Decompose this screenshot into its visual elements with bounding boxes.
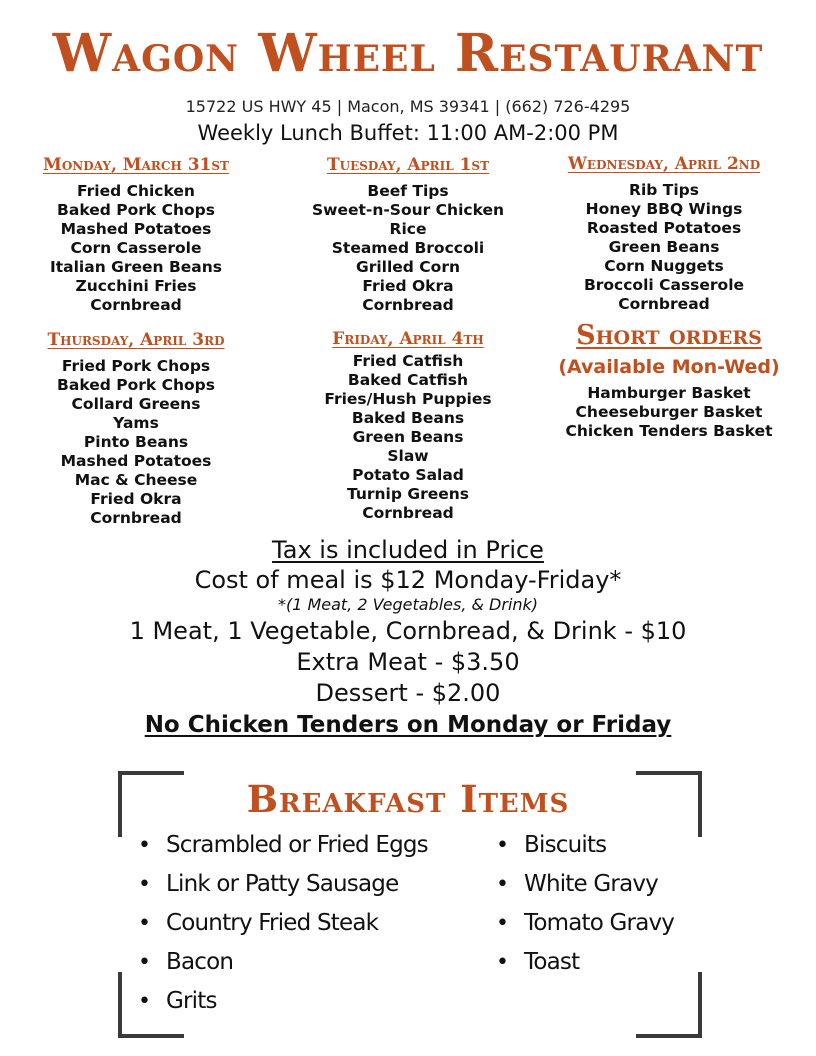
menu-item: Corn Nuggets <box>604 257 724 275</box>
menu-list <box>278 182 538 315</box>
buffet-hours: Weekly Lunch Buffet: 11:00 AM-2:00 PM <box>197 121 619 145</box>
menu-item: Cheeseburger Basket <box>575 403 763 421</box>
menu-item: Zucchini Fries <box>75 277 197 295</box>
day-heading: Wednesday, April 2nd <box>567 154 761 174</box>
breakfast-item-label: Scrambled or Fried Eggs <box>166 832 428 858</box>
menu-item: Chicken Tenders Basket <box>565 422 773 440</box>
breakfast-item <box>138 865 428 904</box>
day-friday <box>278 328 538 523</box>
menu-item: Honey BBQ Wings <box>585 200 743 218</box>
menu-item: Roasted Potatoes <box>586 219 742 237</box>
menu-item: Fried Okra <box>362 277 454 295</box>
day-wednesday <box>534 153 794 314</box>
breakfast-item-label: Toast <box>524 949 580 975</box>
extra-meat-price: Extra Meat - $3.50 <box>296 648 520 676</box>
breakfast-item <box>138 826 428 865</box>
bullet-icon: • <box>496 833 509 858</box>
menu-item: Slaw <box>387 447 429 465</box>
menu-item: Fried Chicken <box>77 182 195 200</box>
menu-item: Grilled Corn <box>355 258 460 276</box>
menu-item: Cornbread <box>618 295 710 313</box>
bullet-icon: • <box>138 950 151 975</box>
day-monday <box>6 154 266 315</box>
menu-item: Fried Okra <box>90 490 182 508</box>
menu-item: Mashed Potatoes <box>60 220 212 238</box>
breakfast-item <box>496 865 674 904</box>
menu-item: Sweet-n-Sour Chicken <box>311 201 505 219</box>
menu-item: Rice <box>389 220 427 238</box>
pricing-section <box>0 535 816 741</box>
menu-item: Cornbread <box>90 509 182 527</box>
breakfast-item <box>496 826 674 865</box>
bullet-icon: • <box>496 872 509 897</box>
breakfast-title: Breakfast Items <box>246 777 570 821</box>
menu-item: Pinto Beans <box>83 433 189 451</box>
short-orders-availability: (Available Mon-Wed) <box>558 356 780 378</box>
day-tuesday <box>278 154 538 315</box>
breakfast-item <box>496 943 674 982</box>
short-orders-heading: Short orders <box>576 320 762 351</box>
menu-item: Hamburger Basket <box>587 384 751 402</box>
bullet-icon: • <box>496 950 509 975</box>
short-orders-list <box>534 384 804 441</box>
menu-item: Steamed Broccoli <box>331 239 485 257</box>
day-heading: Thursday, April 3rd <box>47 330 225 350</box>
menu-item: Rib Tips <box>629 181 699 199</box>
menu-item: Broccoli Casserole <box>583 276 745 294</box>
menu-item: Fries/Hush Puppies <box>324 390 492 408</box>
bullet-icon: • <box>496 911 509 936</box>
breakfast-item <box>138 904 428 943</box>
menu-item: Mashed Potatoes <box>60 452 212 470</box>
menu-item: Baked Catfish <box>347 371 469 389</box>
menu-item: Italian Green Beans <box>49 258 223 276</box>
menu-list <box>6 182 266 315</box>
meal-cost: Cost of meal is $12 Monday-Friday* <box>194 566 622 594</box>
meal-cost-footnote: *(1 Meat, 2 Vegetables, & Drink) <box>277 595 539 614</box>
bullet-icon: • <box>138 833 151 858</box>
menu-item: Collard Greens <box>71 395 201 413</box>
breakfast-item <box>138 943 428 982</box>
day-heading: Tuesday, April 1st <box>326 155 490 175</box>
menu-list <box>6 357 266 528</box>
breakfast-list-right <box>496 826 674 982</box>
day-heading: Monday, March 31st <box>43 155 229 175</box>
menu-item: Cornbread <box>362 296 454 314</box>
short-orders <box>534 320 804 441</box>
meal-option-price: 1 Meat, 1 Vegetable, Cornbread, & Drink - $10 <box>129 617 687 645</box>
menu-item: Green Beans <box>352 428 464 446</box>
dessert-price: Dessert - $2.00 <box>315 679 501 707</box>
menu-item: Fried Catfish <box>352 352 464 370</box>
chicken-tenders-notice: No Chicken Tenders on Monday or Friday <box>144 712 672 738</box>
restaurant-title: Wagon Wheel Restaurant <box>52 23 764 84</box>
breakfast-item-label: Grits <box>166 988 217 1014</box>
day-heading: Friday, April 4th <box>332 329 484 349</box>
breakfast-item-label: Bacon <box>166 949 234 975</box>
restaurant-address: 15722 US HWY 45 | Macon, MS 39341 | (662) 726-4295 <box>185 97 631 116</box>
menu-item: Beef Tips <box>367 182 449 200</box>
menu-item: Corn Casserole <box>70 239 202 257</box>
menu-item: Potato Salad <box>352 466 464 484</box>
breakfast-item <box>496 904 674 943</box>
menu-list <box>278 352 538 523</box>
menu-item: Cornbread <box>90 296 182 314</box>
day-thursday <box>6 329 266 528</box>
menu-item: Turnip Greens <box>346 485 470 503</box>
bullet-icon: • <box>138 989 151 1014</box>
menu-item: Fried Pork Chops <box>61 357 211 375</box>
menu-item: Baked Pork Chops <box>57 201 215 219</box>
menu-item: Green Beans <box>608 238 720 256</box>
bullet-icon: • <box>138 872 151 897</box>
breakfast-item <box>138 982 428 1021</box>
breakfast-item-label: Country Fried Steak <box>166 910 379 936</box>
menu-item: Cornbread <box>362 504 454 522</box>
breakfast-item-label: Tomato Gravy <box>524 910 675 936</box>
breakfast-list-left <box>138 826 428 1021</box>
menu-item: Mac & Cheese <box>74 471 198 489</box>
tax-note: Tax is included in Price <box>272 536 544 564</box>
menu-item: Baked Pork Chops <box>57 376 215 394</box>
bullet-icon: • <box>138 911 151 936</box>
menu-list <box>534 181 794 314</box>
breakfast-item-label: Biscuits <box>524 832 607 858</box>
menu-item: Yams <box>113 414 159 432</box>
breakfast-item-label: Link or Patty Sausage <box>166 871 399 897</box>
menu-item: Baked Beans <box>351 409 465 427</box>
breakfast-item-label: White Gravy <box>524 871 658 897</box>
